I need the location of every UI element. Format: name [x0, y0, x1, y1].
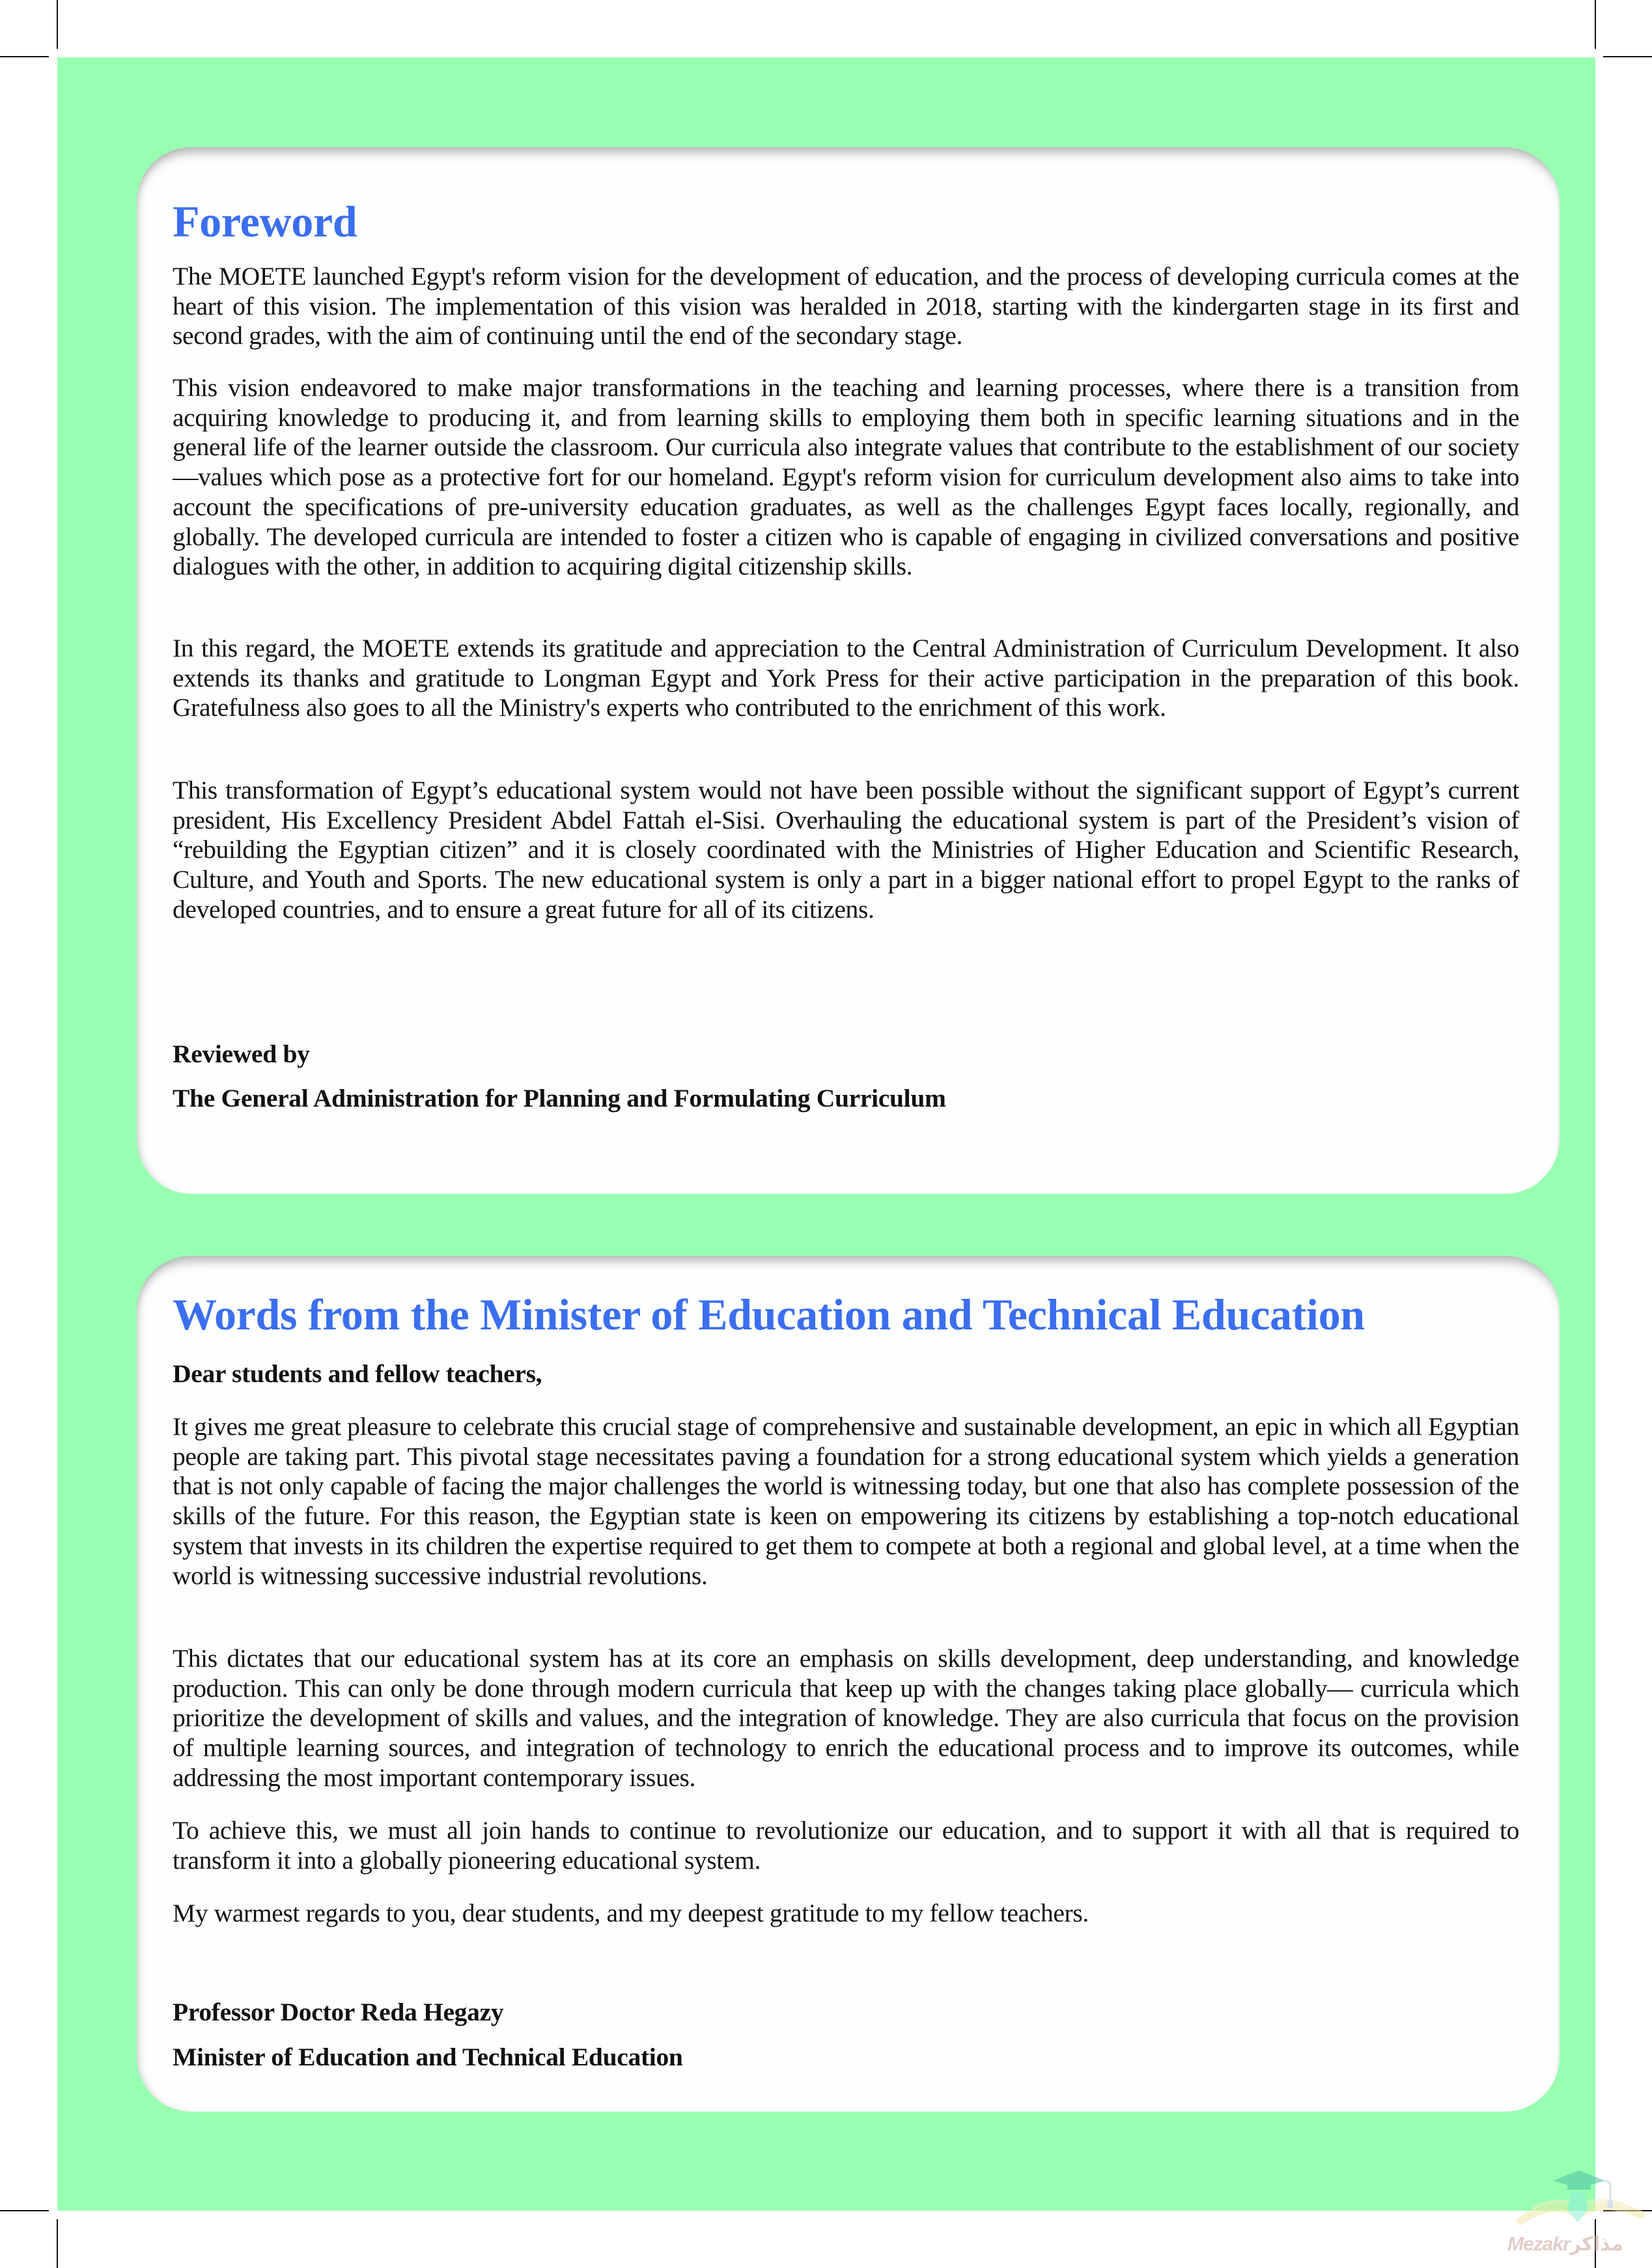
minister-paragraph: To achieve this, we must all join hands to continue to revolutionize our education, and to support it with all that is required to transform it into a globally pioneering educational system.: [173, 1816, 1519, 1875]
crop-mark-top-right-horizontal: [1603, 56, 1652, 57]
foreword-card: [137, 147, 1560, 1194]
reviewed-by-label: Reviewed by: [173, 1040, 310, 1068]
reviewer-name: The General Administration for Planning and Formulating Curriculum: [173, 1084, 946, 1113]
crop-mark-bottom-left-horizontal: [0, 2210, 49, 2211]
minister-paragraph: It gives me great pleasure to celebrate this crucial stage of comprehensive and sustainable development, an epic in which all Egyptian people are taking part. This pivotal stage necessitates paving a foundation for a strong educational system which yields a generation that is not only capable of facing the major challenges the world is witnessing today, but one that also has complete possession of the skills of the future. For this reason, the Egyptian state is keen on empowering its citizens by establishing a top-notch educational system that invests in its children the expertise required to get them to compete at both a regional and global level, at a time when the world is witnessing successive industrial revolutions.: [173, 1412, 1519, 1590]
greeting: Dear students and fellow teachers,: [173, 1359, 542, 1388]
foreword-paragraph: The MOETE launched Egypt's reform vision for the development of education, and the process of developing curricula comes at the heart of this vision. The implementation of this vision was heralded in 2018, starting with the kindergarten stage in its first and second grades, with the aim of continuing until the end of the secondary stage.: [173, 262, 1519, 350]
signatory-title: Minister of Education and Technical Education: [173, 2043, 683, 2071]
foreword-title: Foreword: [173, 197, 357, 246]
watermark-text: [1507, 2233, 1652, 2256]
watermark-logo: [1507, 2162, 1652, 2268]
minister-words-card: [137, 1256, 1560, 2112]
minister-words-title: Words from the Minister of Education and Technical Education: [173, 1290, 1365, 1339]
foreword-paragraph: This vision endeavored to make major transformations in the teaching and learning processes, where there is a transition from acquiring knowledge to producing it, and from learning skills to employing them both in specific learning situations and in the general life of the learner outside the classroom. Our curricula also integrate values that contribute to the establishment of our society—values which pose as a protective fort for our homeland. Egypt's reform vision for curriculum development also aims to take into account the specifications of pre-university education graduates, as well as the challenges Egypt faces locally, regionally, and globally. The developed curricula are intended to foster a citizen who is capable of engaging in civilized conversations and positive dialogues with the other, in addition to acquiring digital citizenship skills.: [173, 373, 1519, 581]
signatory-name: Professor Doctor Reda Hegazy: [173, 1998, 504, 2026]
watermark-text-arabic: مذاكر: [1569, 2233, 1624, 2256]
crop-mark-bottom-left-vertical: [57, 2219, 58, 2268]
crop-mark-top-left-vertical: [57, 0, 58, 49]
watermark-text-latin: Mezakr: [1507, 2233, 1570, 2255]
crop-mark-top-left-horizontal: [0, 56, 49, 57]
foreword-paragraph: In this regard, the MOETE extends its gratitude and appreciation to the Central Administration of Curriculum Development. It also extends its thanks and gratitude to Longman Egypt and York Press for their active participation in the preparation of this book. Gratefulness also goes to all the Ministry's experts who contributed to the enrichment of this work.: [173, 634, 1519, 722]
minister-paragraph: My warmest regards to you, dear students, and my deepest gratitude to my fellow teachers.: [173, 1899, 1089, 1927]
minister-paragraph: This dictates that our educational system has at its core an emphasis on skills development, deep understanding, and knowledge production. This can only be done through modern curricula that keep up with the changes taking place globally— curricula which prioritize the development of skills and values, and the integration of knowledge. They are also curricula that focus on the provision of multiple learning sources, and integration of technology to enrich the educational process and to improve its outcomes, while addressing the most important contemporary issues.: [173, 1644, 1519, 1792]
graduation-cap-book-icon: [1507, 2162, 1652, 2234]
crop-mark-top-right-vertical: [1595, 0, 1596, 49]
foreword-paragraph: This transformation of Egypt’s educational system would not have been possible without the significant support of Egypt’s current president, His Excellency President Abdel Fattah el-Sisi. Overhauling the educational system is part of the President’s vision of “rebuilding the Egyptian citizen” and it is closely coordinated with the Ministries of Higher Education and Scientific Research, Culture, and Youth and Sports. The new educational system is only a part in a bigger national effort to propel Egypt to the ranks of developed countries, and to ensure a great future for all of its citizens.: [173, 776, 1519, 924]
